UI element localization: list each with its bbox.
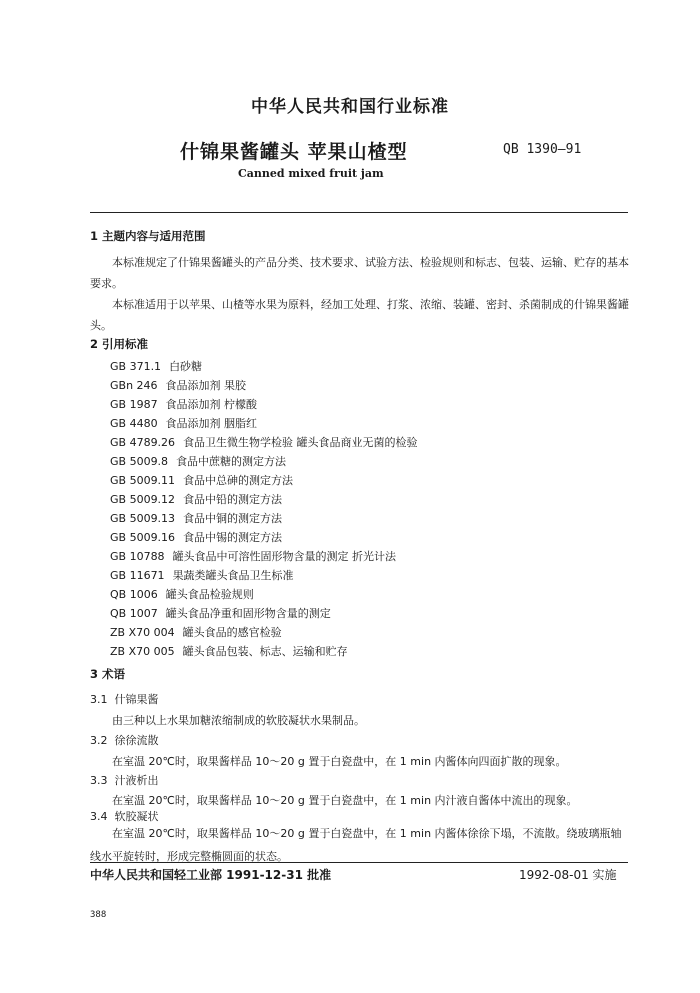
section-2-heading: 2 引用标准: [90, 337, 149, 351]
reference-item: [110, 547, 418, 566]
reference-title: 食品中铜的测定方法: [183, 512, 283, 525]
approval-line: 中华人民共和国轻工业部 1991-12-31 批准: [90, 868, 332, 882]
reference-code: GB 10788: [110, 550, 165, 563]
term-name: 徐徐流散: [114, 734, 159, 747]
reference-title: 食品中铅的测定方法: [183, 493, 283, 506]
term-definition: 在室温 20℃时，取果酱样品 10～20 g 置于白瓷盘中，在 1 min 内酱体徐徐下塌，不流散。绕玻璃瓶轴线水平旋转时，形成完整椭圆面的状态。: [90, 827, 622, 863]
section-1-paragraph: 本标准适用于以苹果、山楂等水果为原料，经加工处理、打浆、浓缩、装罐、密封、杀菌制成的什锦果酱罐头。: [90, 298, 629, 332]
reference-item: [110, 509, 418, 528]
term-name: 汁液析出: [114, 774, 159, 787]
reference-title: 罐头食品净重和固形物含量的测定: [165, 607, 331, 620]
term-heading: [90, 771, 159, 791]
reference-code: GB 5009.11: [110, 474, 176, 487]
reference-item: [110, 433, 418, 452]
reference-title: 食品添加剂 胭脂红: [165, 417, 258, 430]
reference-item: [110, 471, 418, 490]
reference-title: 食品添加剂 果胶: [165, 379, 247, 392]
reference-item: [110, 623, 418, 642]
reference-item: [110, 642, 418, 661]
reference-title: 白砂糖: [169, 360, 203, 373]
reference-code: GB 5009.8: [110, 455, 169, 468]
standard-organization: 中华人民共和国行业标准: [251, 97, 449, 117]
reference-title: 罐头食品包装、标志、运输和贮存: [182, 645, 348, 658]
term-number: 3.4: [90, 810, 108, 823]
term-heading: [90, 690, 159, 710]
term-name: 什锦果酱: [114, 693, 159, 706]
reference-code: GB 5009.12: [110, 493, 176, 506]
reference-item: [110, 357, 418, 376]
reference-code: QB 1006: [110, 588, 158, 601]
page-number: 388: [90, 910, 107, 920]
section-3-heading: 3 术语: [90, 667, 126, 681]
reference-item: [110, 604, 418, 623]
reference-item: [110, 528, 418, 547]
reference-title: 罐头食品检验规则: [165, 588, 254, 601]
footer-divider: [90, 862, 628, 863]
term-name: 软胶凝状: [114, 810, 159, 823]
reference-list: [110, 357, 418, 661]
reference-code: ZB X70 004: [110, 626, 175, 639]
reference-title: 食品添加剂 柠檬酸: [165, 398, 258, 411]
section-1-heading: 1 主题内容与适用范围: [90, 229, 206, 243]
reference-item: [110, 395, 418, 414]
term-definition: 由三种以上水果加糖浓缩制成的软胶凝状水果制品。: [112, 714, 365, 727]
reference-code: GB 371.1: [110, 360, 162, 373]
reference-title: 果蔬类罐头食品卫生标准: [172, 569, 294, 582]
term-definition: 在室温 20℃时，取果酱样品 10～20 g 置于白瓷盘中，在 1 min 内汁液自酱体中流出的现象。: [112, 794, 578, 807]
reference-item: [110, 414, 418, 433]
term-number: 3.3: [90, 774, 108, 787]
reference-title: 食品中锡的测定方法: [183, 531, 283, 544]
term-number: 3.2: [90, 734, 108, 747]
reference-code: ZB X70 005: [110, 645, 175, 658]
reference-item: [110, 490, 418, 509]
section-1-paragraph: 本标准规定了什锦果酱罐头的产品分类、技术要求、试验方法、检验规则和标志、包装、运输、贮存的基本要求。: [90, 256, 629, 290]
reference-code: GB 5009.16: [110, 531, 176, 544]
reference-code: GBn 246: [110, 379, 158, 392]
term-heading: [90, 731, 159, 751]
term-number: 3.1: [90, 693, 108, 706]
reference-code: GB 4480: [110, 417, 158, 430]
reference-item: [110, 376, 418, 395]
reference-code: GB 5009.13: [110, 512, 176, 525]
reference-item: [110, 452, 418, 471]
english-title: Canned mixed fruit jam: [238, 167, 384, 180]
reference-title: 食品卫生微生物学检验 罐头食品商业无菌的检验: [183, 436, 418, 449]
implementation-date: 1992-08-01 实施: [519, 868, 617, 882]
reference-title: 罐头食品的感官检验: [182, 626, 282, 639]
reference-code: GB 1987: [110, 398, 158, 411]
reference-title: 罐头食品中可溶性固形物含量的测定 折光计法: [172, 550, 397, 563]
header-divider: [90, 212, 628, 213]
term-definition: 在室温 20℃时，取果酱样品 10～20 g 置于白瓷盘中，在 1 min 内酱体向四面扩散的现象。: [112, 755, 567, 768]
reference-title: 食品中总砷的测定方法: [183, 474, 294, 487]
reference-code: GB 11671: [110, 569, 165, 582]
reference-item: [110, 566, 418, 585]
document-title: 什锦果酱罐头 苹果山楂型: [180, 141, 408, 163]
reference-code: GB 4789.26: [110, 436, 176, 449]
standard-code: QB 1390—91: [503, 142, 582, 157]
reference-title: 食品中蔗糖的测定方法: [176, 455, 287, 468]
reference-code: QB 1007: [110, 607, 158, 620]
reference-item: [110, 585, 418, 604]
